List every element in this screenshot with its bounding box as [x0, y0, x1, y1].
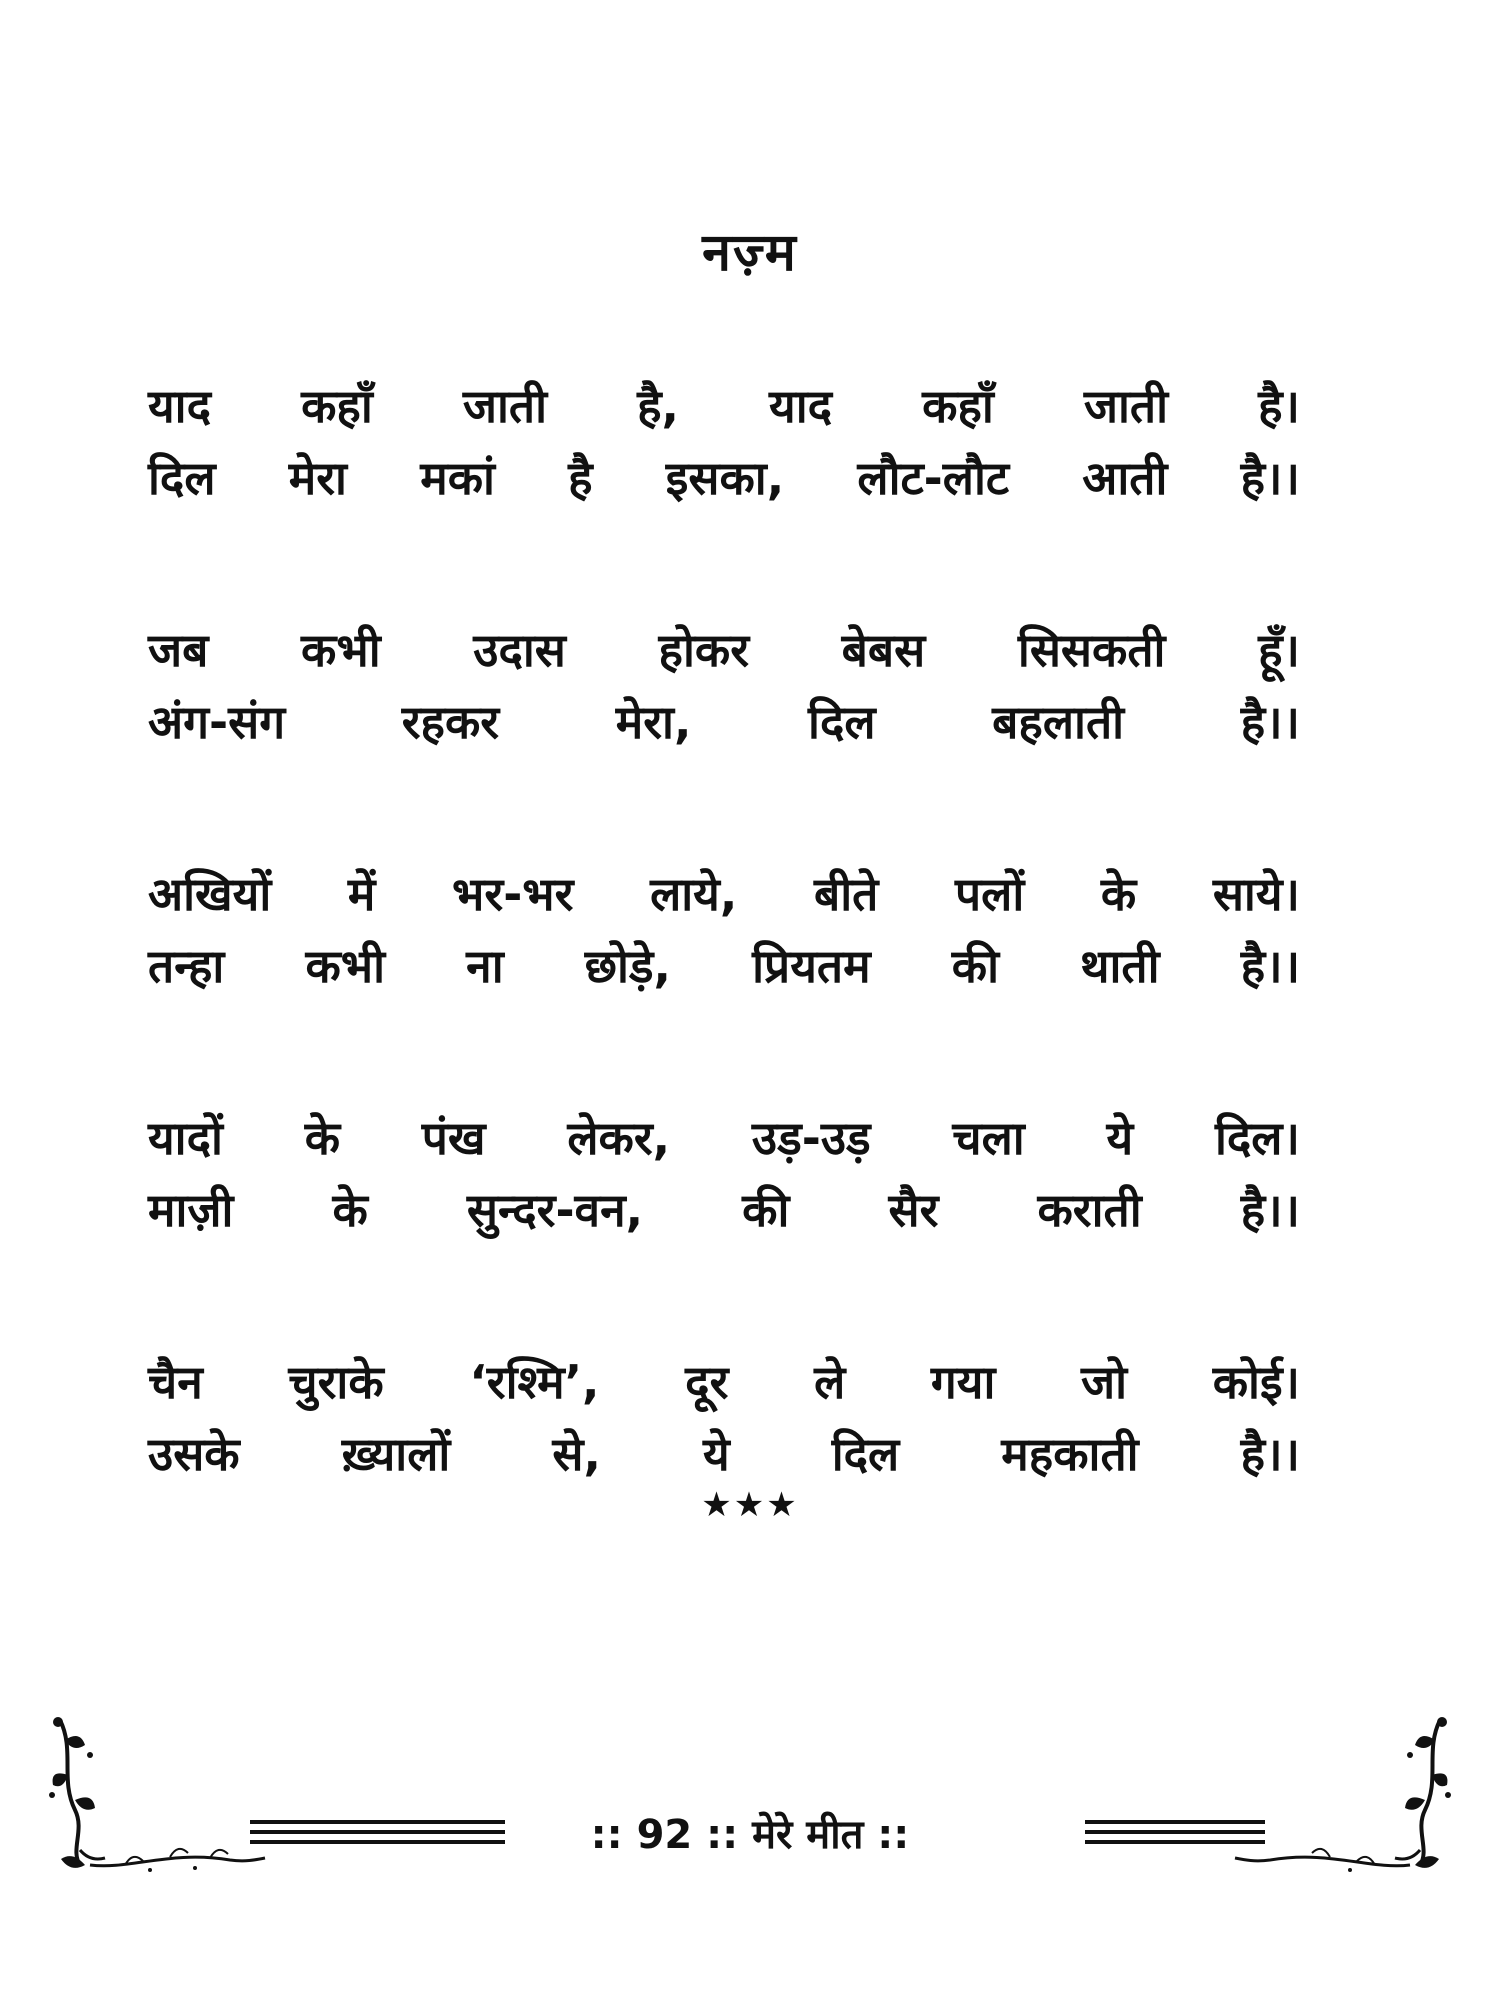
word: ना [466, 939, 504, 993]
word: भर-भर [452, 867, 574, 921]
stanza-1 [148, 370, 1300, 514]
word: बेबस [841, 623, 926, 677]
word: दिल। [1214, 1111, 1300, 1165]
poem-line [148, 1102, 1300, 1174]
word: दिल [148, 451, 216, 505]
word: मकां [420, 451, 495, 505]
end-stars: ★★★ [701, 1485, 799, 1525]
word: याद [769, 379, 833, 433]
word: के [1100, 867, 1137, 921]
poem-line [148, 614, 1300, 686]
word: लौट-लौट [857, 451, 1010, 505]
word: यादों [148, 1111, 223, 1165]
poem-line [148, 370, 1300, 442]
word: महकाती [1001, 1427, 1139, 1481]
poem-line [148, 686, 1300, 758]
word: ख़्यालों [341, 1427, 451, 1481]
word: लेकर, [567, 1111, 671, 1165]
word: जाती [462, 379, 548, 433]
word: कभी [305, 939, 386, 993]
word: सिसकती [1017, 623, 1166, 677]
word: थाती [1080, 939, 1160, 993]
word: बहलाती [992, 695, 1125, 749]
poem-line [148, 858, 1300, 930]
stanza-2 [148, 614, 1300, 758]
word: अंग-संग [148, 695, 286, 749]
word: जाती [1083, 379, 1169, 433]
word: की [742, 1183, 790, 1237]
word: चला [952, 1111, 1025, 1165]
word: चैन [148, 1355, 203, 1409]
word: है [568, 451, 593, 505]
word: कोई। [1212, 1355, 1300, 1409]
word: से, [552, 1427, 601, 1481]
word: हूँ। [1258, 623, 1300, 677]
word: चुराके [288, 1355, 384, 1409]
word: उसके [148, 1427, 240, 1481]
word: दूर [685, 1355, 729, 1409]
page-number-footer: :: 92 :: मेरे मीत :: [590, 1812, 910, 1858]
word: जब [148, 623, 209, 677]
word: मेरा [288, 451, 347, 505]
word: सुन्दर-वन, [466, 1183, 644, 1237]
word: के [304, 1111, 341, 1165]
word: उड़-उड़ [751, 1111, 871, 1165]
word: दिल [831, 1427, 900, 1481]
word: होकर [658, 623, 750, 677]
word: है। [1258, 379, 1300, 433]
word: लाये, [650, 867, 738, 921]
word: प्रियतम [752, 939, 871, 993]
word: बीते [813, 867, 879, 921]
word: दिल [808, 695, 876, 749]
word: कराती [1037, 1183, 1142, 1237]
word: आती [1082, 451, 1168, 505]
floral-ornament-right-icon [1230, 1700, 1470, 1880]
word: मेरा, [615, 695, 692, 749]
poem-line [148, 442, 1300, 514]
word: है।। [1240, 451, 1300, 505]
word: कहाँ [922, 379, 994, 433]
poem-line [148, 1418, 1300, 1490]
poem-body [148, 370, 1300, 1590]
word: में [347, 867, 376, 921]
poem-title: नज़्म [702, 223, 798, 283]
word: साये। [1212, 867, 1300, 921]
word: के [332, 1183, 368, 1237]
page-footer [0, 1700, 1500, 1880]
word: गया [930, 1355, 996, 1409]
word: है।। [1240, 695, 1300, 749]
word: सैर [888, 1183, 939, 1237]
poem-line [148, 1346, 1300, 1418]
word: ये [1106, 1111, 1134, 1165]
word: है, [637, 379, 679, 433]
word: ले [814, 1355, 846, 1409]
word: उदास [473, 623, 566, 677]
stanza-3 [148, 858, 1300, 1002]
word: तन्हा [148, 939, 225, 993]
word: है।। [1240, 939, 1300, 993]
word: छोड़े, [584, 939, 671, 993]
word: पंख [421, 1111, 486, 1165]
word: कहाँ [301, 379, 373, 433]
word: ये [702, 1427, 730, 1481]
word: याद [148, 379, 212, 433]
word: ‘रश्मि’, [469, 1355, 600, 1409]
word: इसका, [665, 451, 785, 505]
word: है।। [1240, 1427, 1300, 1481]
stanza-5 [148, 1346, 1300, 1490]
word: की [951, 939, 999, 993]
word: जो [1081, 1355, 1128, 1409]
word: पलों [955, 867, 1025, 921]
word: रहकर [401, 695, 500, 749]
word: अखियों [148, 867, 272, 921]
stanza-4 [148, 1102, 1300, 1246]
poem-line [148, 930, 1300, 1002]
poem-line [148, 1174, 1300, 1246]
word: माज़ी [148, 1183, 234, 1237]
word: है।। [1240, 1183, 1300, 1237]
word: कभी [301, 623, 381, 677]
